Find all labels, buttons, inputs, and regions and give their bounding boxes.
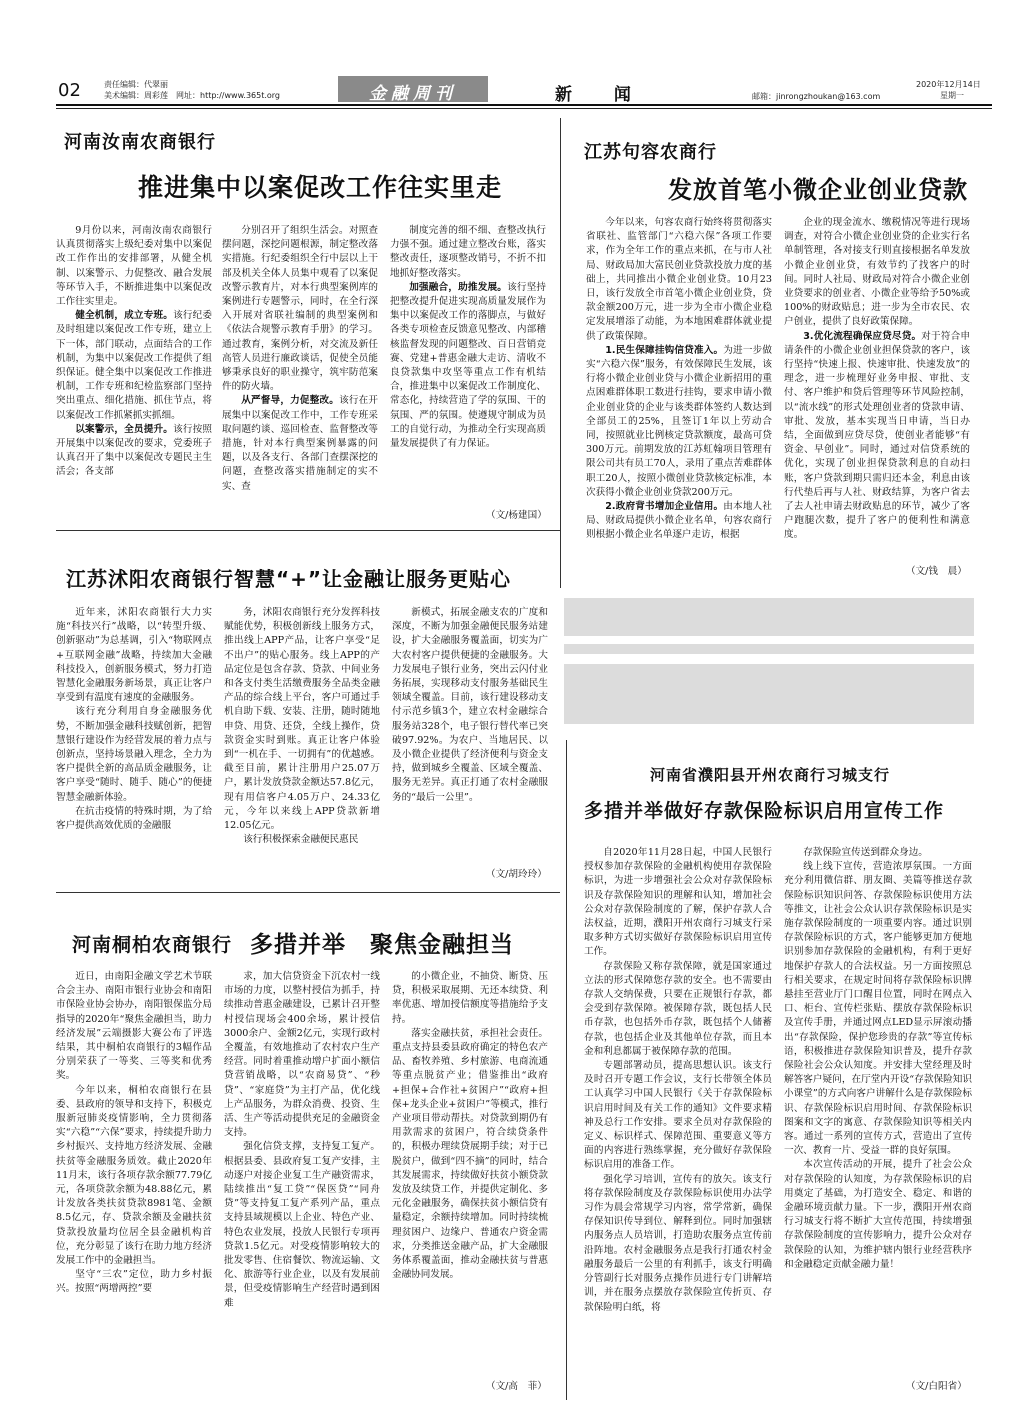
paragraph-text: 务，沭阳农商银行充分发挥科技赋能优势，积极创新线上服务方式，推出线上APP产品，让客户享受“足不出户”的贴心服务。线上APP的产品定位是包含存款、贷款、中间业务和各支付类生活缴费服务全品类金融产品的综合线上平台，客户可通过手机自助下载、安装、注册，随时随地申贷、用贷、还贷，全线上操作，贷款资金实时到账。真正让客户体验到“一机在手、一切拥有”的优越感。截至目前，累计注册用户25.07万户，累计发放贷款金额达57.8亿元，现有用信客户4.05万户、24.33亿元，今年以来线上APP贷款新增12.05亿元。 (224, 607, 380, 832)
article4-column-2 (784, 846, 972, 1362)
paragraph-lead: 1.民生保障挂钩信贷准入。 (605, 344, 724, 356)
paragraph (56, 1084, 212, 1269)
paragraph (784, 330, 970, 543)
paragraph-text: 强化信贷支撑，支持复工复产。根据县委、县政府复工复产安排，主动逐户对接企业复工生产融资需求，陆续推出“复工贷”“保医贷”“同舟贷”等支持复工复产系列产品，重点支持县域规模以上企业、特色产业、特色农业发展，投放人民银行专项再贷款1.5亿元。对受疫情影响较大的批发零售、住宿餐饮、物流运输、文化、旅游等行业企业，以及有发展前景，但受疫情影响生产经营时遇到困难 (224, 1141, 380, 1309)
paragraph-text: 专题部署动员，提高思想认识。该支行及时召开专题工作会议，支行长带领全体员工认真学习中国人民银行《关于存款保险标识启用时间及有关工作的通知》文件要求精神及总行工作安排。要求全员对存款保险的定义、标识样式、保障范围、重要意义等方面的内容进行熟练掌握，充分做好存款保险标识启用的准备工作。 (584, 1060, 772, 1171)
article2-column-2 (784, 216, 970, 562)
paragraph-text: 的小微企业，不抽贷、断贷、压贷，积极采取展期、无还本续贷、利率优惠、增加授信额度等措施给予支持。 (392, 971, 548, 1025)
article3-column-2 (224, 606, 380, 886)
article3-headline: 江苏沭阳农商银行智慧“+”让金融让服务更贴心 (66, 567, 512, 591)
paragraph-text: 新模式，拓展金融支农的广度和深度，不断为加强金融便民服务站建设，扩大金融服务覆盖面，切实为广大农村客户提供便捷的金融服务。大力发展电子银行业务，突出云闪付业务拓展，实现移动支付服务基础民生领域全覆盖。目前，该行建设移动支付示范乡镇3个，建立农村金融综合服务站328个，电子银行替代率已突破97.92%。为农户、当地居民、以及小微企业提供了经济便利与资金支持，做到城乡全覆盖、区域全覆盖、服务无差异。真正打通了农村金融服务的“最后一公里”。 (392, 607, 548, 803)
paragraph (56, 423, 212, 480)
page-number: 02 (58, 80, 81, 101)
paragraph-lead: 加强融合，助推发展。 (409, 281, 508, 293)
section-rule (56, 530, 560, 531)
section-name: 新 闻 (555, 85, 649, 105)
paragraph (392, 970, 548, 1027)
paragraph-text: 9月份以来，河南汝南农商银行认真贯彻落实上级纪委对集中以案促改工作作出的安排部署，从健全机制、以案警示、力促整改、融合发展等环节入手，不断推进集中以案促改工作往实里走。 (56, 225, 212, 308)
article2-column-1 (586, 216, 772, 576)
paragraph-text: 自2020年11月28日起，中国人民银行授权参加存款保险的金融机构使用存款保险标识，为进一步增强社会公众对存款保险标识及存款保险知识的理解和认知，增加社会公众对存款保险制度的了解，保护存款人合法权益，近期，濮阳开州农商行习城支行采取多种方式切实做好存款保险标识启用宣传工作。 (584, 847, 772, 958)
paragraph-text: 由本地人社局、财政局提供小微企业名单，句容农商行则根据小微企业名单逐户走访，根据 (586, 501, 772, 541)
paragraph (222, 224, 378, 394)
paragraph-text: 线上线下宣传，营造浓厚氛围。一方面充分利用微信群、朋友圈、美篇等推送存款保险标识知识问答、存款保险标识使用方法等推文，让社会公众认识存款保险标识是实施存款保险制度的一项重要内容。通过识别存款保险标识的方式，客户能够更加方便地识别参加存款保险的金融机构，有利于更好地保护存款人的合法权益。另一方面按照总行相关要求，在规定时间将存款保险标识牌悬挂至营业厅门口醒目位置，同时在网点入口、柜台、宣传栏张贴、摆放存款保险标识及宣传手册，并通过网点LED显示屏滚动播出“存款保险，保护您珍贵的存款”等宣传标语，积极推进存款保险知识普及，提升存款保险社会公众认知度。并安排大堂经理及时解答客户疑问，在厅堂内开设“存款保险知识小课堂”的方式向客户讲解什么是存款保险标识、存款保险标识启用时间、存款保险标识图案和文字的寓意、存款保险知识等相关内容。通过一系列的宣传方式，营造出了宣传一次、教育一片、受益一群的良好氛围。 (784, 861, 972, 1157)
paragraph-text: 落实金融扶贫，承担社会责任。重点支持县委县政府确定的特色农产品、畜牧养殖、乡村旅游、电商流通等重点脱贫产业；借鉴推出“政府+担保+合作社+贫困户”“政府+担保+龙头企业+贫困户”等模式，推行产业项目带动帮扶。对贷款到期仍有用款需求的贫困户，符合续贷条件的，积极办理续贷展期手续；对于已脱贫户，做到“四不摘”的同时，结合其发展需求，持续做好扶贫小额贷款发放及续贷工作，并提供定制化、多元化金融服务，确保扶贫小额信贷有量稳定，余额持续增加。同时持续梳理贫困户、边缘户、普通农户资金需求，分类推送金融产品，扩大金融服务体系覆盖面，推动金融扶贫与普惠金融协同发展。 (392, 1027, 548, 1281)
article2-byline: （文/钱 晨） (906, 566, 967, 577)
paragraph-text: 该行按照开展集中以案促改的要求，党委班子认真召开了集中以案促改专题民主生活会；各支部 (56, 423, 212, 478)
paragraph (784, 1158, 972, 1272)
article5-byline: （文/高 菲） (486, 1381, 547, 1392)
paragraph (392, 606, 548, 805)
paragraph (390, 281, 546, 451)
paragraph-text: 近日，由南阳金融文学艺术节联合会主办、南阳市银行业协会和南阳市保险业协会协办，南阳银保监分局指导的2020年“聚焦金融担当，助力经济发展”云端摄影大赛公布了评选结果，其中桐柏农商银行的3幅作品分别荣获了一等奖、三等奖和优秀奖。 (56, 971, 212, 1082)
paragraph-lead: 从严督导，力促整改。 (241, 395, 340, 407)
paragraph (784, 216, 970, 330)
paragraph-text: 存款保险宣传送到群众身边。 (803, 847, 928, 858)
editor-line-1: 责任编辑：代翠丽 (104, 80, 168, 89)
article4-kicker: 河南省濮阳县开州农商行习城支行 (650, 766, 891, 784)
paragraph-text: 对于符合申请条件的小微企业创业担保贷款的客户，该行坚持“快速上报、快速审批、快速发放”的理念，进一步梳理好业务申报、审批、支付、客户维护和贷后管理等环节风险控制，以“流水线”的形式处理创业者的贷款申请、审批、发放，基本实现当日申请，当日办结，全面做到应贷尽贷，使创业者能够“有资金、早创业”。同时，通过对信贷系统的优化，实现了创业担保贷款利息的自动扫账，客户贷款到期只需归还本金，利息由该行代垫后再与人社、财政结算，为客户省去了去人社申请去财政贴息的环节，减少了客户跑腿次数，提升了客户的便利性和满意度。 (784, 330, 970, 541)
column-divider (560, 118, 561, 588)
masthead-banner (338, 76, 488, 102)
paragraph-text: 求，加大信贷资金下沉农村一线市场的力度，以整村授信为抓手，持续推动普惠金融建设，已累计召开整村授信现场会400余场，累计授信3000余户、金额2亿元，实现行政村全覆盖，有效地推动了农村农户生产经营。同时着重推动增户扩面小额信贷营销战略，以“农商易贷”、“秒贷”、“家庭贷”为主打产品，优化线上产品服务，为群众消费、投资、生活、生产等活动提供充足的金融资金支持。 (224, 971, 380, 1139)
masthead-title: 金融周刊 (369, 84, 457, 104)
paragraph (584, 846, 772, 960)
paragraph (56, 705, 212, 804)
paragraph-text: 该行在开展集中以案促改工作中，工作专班采取问题约谈、巡回检查、监督整改等措施，针对本行典型案例暴露的问题，以及各支行、各部门查摆深挖的问题，查整改落实措施制定的实不实、查 (222, 395, 378, 492)
paragraph (222, 394, 378, 493)
article5-column-2 (224, 970, 380, 1382)
paragraph (584, 960, 772, 1059)
paragraph-text: 企业的现金流水、缴税情况等进行现场调查，对符合小微企业创业贷的企业实行名单制管理，各对接支行则直接根据名单发放小微企业创业贷，有效节约了找客户的时间。同时人社局、财政局对符合小微企业创业贷要求的创业者、小微企业等给予50%或100%的财政贴息；进一步为全市农民、农户创业，提供了良好政策保障。 (784, 217, 970, 328)
article3-column-3 (392, 606, 548, 868)
paragraph-text: 为进一步做实“六稳六保”服务，有效保障民生发展，该行将小微企业创业贷与小微企业新招用的重点困难群体职工数进行挂钩，要求申请小微企业创业贷的企业与该类群体签约人数达到全部员工的25%，且签订1年以上劳动合同，按照就业比例核定贷款额度，最高可贷300万元。前期发放的江苏虹翰项目管理有限公司共有员工70人，录用了重点苦难群体职工20人，按照小微创业贷款核定标准，本次获得小微企业创业贷款200万元。 (586, 344, 772, 498)
article4-column-1 (584, 846, 772, 1362)
article5-column-3 (392, 970, 548, 1354)
paragraph (56, 970, 212, 1084)
paragraph (586, 216, 772, 344)
paragraph-text: 今年以来，句容农商行始终将贯彻落实省联社、监管部门“六稳六保”各项工作要求，作为全年工作的重点来抓，在与市人社局、财政局加大富民创业贷款投放力度的基础上，共同推出小微企业创业贷。10月23日，该行发放全市首笔小微企业创业贷，贷款金额200万元，进一步为全市小微企业稳定发展增添了动能，为本地困难群体就业提供了政策保障。 (586, 217, 772, 342)
paragraph-text: 分别召开了组织生活会。对照查摆问题，深挖问题根源，制定整改落实措施。行纪委组织全行中层以上干部及机关全体人员集中观看了以案促改警示教育片，对本行典型案例库的案例进行专题警示，同时，在全行深入开展对省联社编制的典型案例和《依法合规警示教育手册》的学习。通过教育，案例分析，对交流及新任高管人员进行廉政谈话，促使全员能够秉承良好的职业操守，筑牢防范案件的防火墙。 (222, 225, 378, 393)
article3-column-1 (56, 606, 212, 886)
issue-date: 2020年12月14日 (916, 80, 981, 89)
paragraph-text: 近年来，沭阳农商银行大力实施“科技兴行”战略，以“转型升级、创新驱动”为总基调，引入“物联网点+互联网金融”战略，持续加大金融科技投入，创新服务模式，努力打造智慧化金融服务新场景，真正让客户享受到有温度有速度的金融服务。 (56, 607, 212, 704)
paragraph-text: 今年以来，桐柏农商银行在县委、县政府的领导和支持下，积极克服新冠肺炎疫情影响，全力贯彻落实“六稳”“六保”要求，持续提升助力乡村振兴、支持地方经济发展、金融扶贫等金融服务质效。截止2020年11月末，该行各项存款余额77.79亿元，各项贷款余额为48.88亿元，累计发放各类扶贫贷款8981笔、金额8.5亿元，存、贷款余额及金融扶贫贷款投放量均位居全县金融机构首位，充分彰显了该行在助力地方经济发展工作中的金融担当。 (56, 1084, 212, 1267)
paragraph (584, 1173, 772, 1315)
article1-kicker: 河南汝南农商银行 (64, 132, 216, 153)
paragraph (586, 344, 772, 500)
article1-headline: 推进集中以案促改工作往实里走 (138, 173, 503, 202)
paragraph (784, 860, 972, 1158)
paragraph (392, 1027, 548, 1283)
email: 邮箱：jinrongzhoukan@163.com (752, 92, 881, 101)
paragraph (584, 1059, 772, 1173)
article3-byline: （文/胡玲玲） (486, 869, 547, 880)
article2-headline: 发放首笔小微企业创业贷款 (668, 176, 968, 204)
paragraph (56, 805, 212, 833)
article4-byline: （文/白阳省） (906, 1381, 967, 1392)
article1-column-1 (56, 224, 212, 520)
paragraph-text: 该行积极探索金融便民惠民 (243, 834, 359, 846)
article5-headline: 多措并举 聚焦金融担当 (250, 932, 514, 958)
website: 网址：http://www.365t.org (176, 91, 281, 100)
article5-column-1 (56, 970, 212, 1382)
section-rule (56, 892, 560, 893)
paragraph (224, 1140, 380, 1310)
article5-kicker: 河南桐柏农商银行 (72, 934, 233, 956)
paragraph-text: 该行充分利用自身金融服务优势，不断加强金融科技赋创新，把智慧银行建设作为经营发展的着力点与创新点，坚持场景融入理念，全力为客户提供全新的高品质金融服务，让客户享受“随时、随手、随心”的便捷智慧金融新体验。 (56, 706, 212, 803)
paragraph-lead: 3.优化流程确保应贷尽贷。 (803, 330, 922, 342)
paragraph (56, 1268, 212, 1296)
paragraph (390, 224, 546, 281)
paragraph (224, 833, 380, 847)
column-divider (566, 740, 567, 1400)
article2-kicker: 江苏句容农商行 (584, 142, 717, 163)
paragraph-text: 本次宣传活动的开展，提升了社会公众对存款保险的认知度，为存款保险标识的启用奠定了基础，为打造安全、稳定、和谐的金融环境贡献力量。下一步，濮阳开州农商行习城支行将不断扩大宣传范围，持续增强存款保险制度的宣传影响力，提升公众对存款保险的认知，为维护辖内银行业经营秩序和金融稳定贡献金融力量！ (784, 1159, 972, 1270)
header-rule-thin (56, 108, 992, 109)
paragraph-text: 该行坚持把整改提升促进实现高质量发展作为集中以案促改工作的落脚点，与做好各类专项检查反馈意见整改、内部稽核监督发现的问题整改、百日营销竞赛、党建+普惠金融大走访、清收不良贷款集中攻坚等重点工作有机结合，推进集中以案促改工作制度化、常态化，持续营造了学的氛围、干的氛围、严的氛围。使遵规守制成为员工的自觉行动，为推动全行实现高质量发展提供了有力保证。 (390, 281, 546, 450)
paragraph-text: 在抗击疫情的特殊时期，为了给客户提供高效优质的金融服 (56, 805, 212, 832)
header-rule (56, 104, 992, 106)
paragraph-lead: 2.政府背书增加企业信用。 (605, 501, 724, 513)
article1-column-2 (222, 224, 378, 520)
paragraph (224, 606, 380, 833)
paragraph (224, 970, 380, 1140)
decorative-band (564, 598, 974, 636)
article4-headline: 多措并举做好存款保险标识启用宣传工作 (584, 800, 945, 822)
article1-column-3 (390, 224, 546, 494)
paragraph (56, 309, 212, 423)
paragraph-text: 该行纪委及时组建以案促改工作专班，建立上下一体，部门联动，点面结合的工作机制，为集中以案促改工作提供了组织保证。健全集中以案促改工作推进机制，工作专班和纪检监察部门坚持突出重点、细化措施、抓住节点，将以案促改工作抓紧抓实抓细。 (56, 310, 212, 421)
paragraph-text: 制度完善的细不细、查整改执行力强不强。通过建立整改台账，落实整改责任，逐项整改销号，不折不扣地抓好整改落实。 (390, 225, 546, 279)
decorative-band (564, 644, 974, 654)
paragraph (56, 224, 212, 309)
paragraph-lead: 健全机制，成立专班。 (75, 310, 174, 322)
decorative-band (564, 664, 974, 724)
paragraph-lead: 以案警示，全员提升。 (75, 423, 174, 435)
paragraph (586, 500, 772, 543)
editor-line-2: 美术编辑：周彩莲 (104, 91, 168, 100)
paragraph-text: 强化学习培训，宣传有的放矢。该支行将存款保险制度及存款保险标识使用办法学习作为晨会常规学习内容，常学常新，确保存保知识传导到位、解释到位。同时加强辖内服务点人员培训，打造助农服务点宣传前沿阵地。农村金融服务点是我行打通农村金融服务最后一公里的有利抓手，该支行明确分管副行长对服务点操作员进行专门讲解培训，并在服务点摆放存款保险宣传折页、存款保险明白纸，将 (584, 1173, 772, 1313)
paragraph (784, 846, 972, 860)
paragraph-text: 坚守“三农”定位，助力乡村振兴。按照“两增两控”要 (56, 1269, 212, 1295)
issue-weekday: 星期一 (940, 91, 964, 100)
article1-byline: （文/杨建国） (486, 510, 547, 521)
paragraph-text: 存款保险又称存款保障，就是国家通过立法的形式保障您存款的安全。也不需要由存款人交纳保费，只要在正规银行存款，都会受到存款保障。被保障存款，既包括人民币存款，也包括外币存款，既包括个人储蓄存款，也包括企业及其他单位存款，而且本金和利息都属于被保障存款的范围。 (584, 960, 772, 1057)
paragraph (56, 606, 212, 705)
